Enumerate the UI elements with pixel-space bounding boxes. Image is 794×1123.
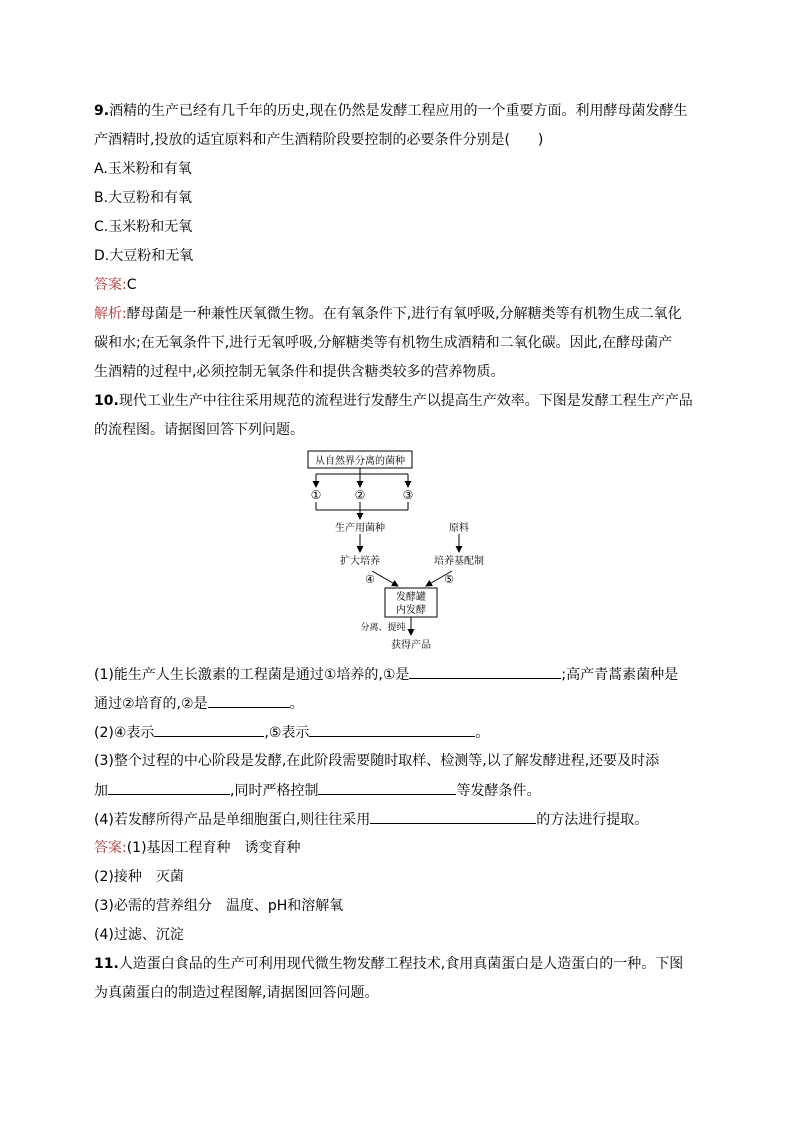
q10-sub1-text-b: ;高产青蒿素菌种是 <box>561 667 679 683</box>
q9-explain-label: 解析: <box>94 306 127 322</box>
q9-explain-text-1: 酵母菌是一种兼性厌氧微生物。在有氧条件下,进行有氧呼吸,分解糖类等有机物生成二氧化 <box>126 306 682 322</box>
q11-stem-line-2: 为真菌蛋白的制造过程图解,请据图回答问题。 <box>94 985 379 1001</box>
q10-sub1-text-d: 。 <box>289 696 304 712</box>
q10-sub4-text-b: 的方法进行提取。 <box>536 812 649 828</box>
q9-option-b: B.大豆粉和有氧 <box>94 190 193 206</box>
q9-number: 9. <box>94 103 110 119</box>
q10-sub3-line-1: (3)整个过程的中心阶段是发酵,在此阶段需要随时取样、检测等,以了解发酵进程,还要及时添 <box>94 753 660 769</box>
q10-blank-7[interactable] <box>370 809 536 824</box>
q10-blank-4[interactable] <box>309 722 475 737</box>
q11-stem-text: 人造蛋白食品的生产可利用现代微生物发酵工程技术,食用真菌蛋白是人造蛋白的一种。下图 <box>118 956 684 972</box>
q10-answer-label: 答案: <box>94 840 127 856</box>
q9-option-a: A.玉米粉和有氧 <box>94 161 192 177</box>
q10-sub3-line-2 <box>94 780 540 801</box>
q10-sub4-text-a: (4)若发酵所得产品是单细胞蛋白,则往往采用 <box>94 812 371 828</box>
q10-sub2-text-c: 。 <box>475 725 490 741</box>
q9-explain-line-2: 碳和水;在无氧条件下,进行无氧呼吸,分解糖类等有机物生成酒精和二氧化碳。因此,在酵母菌产 <box>94 335 673 351</box>
production-strain-label: 生产用菌种 <box>335 523 385 534</box>
top-strain-label: 从自然界分离的菌种 <box>315 456 405 467</box>
q9-stem-line-2: 产酒精时,投放的适宜原料和产生酒精阶段要控制的必要条件分别是( ) <box>94 132 544 148</box>
q10-blank-6[interactable] <box>318 780 456 795</box>
q10-blank-5[interactable] <box>108 780 230 795</box>
q10-sub3-text-d: 等发酵条件。 <box>456 783 541 799</box>
q10-sub4-line <box>94 809 648 830</box>
raw-material-label: 原料 <box>449 523 469 534</box>
expand-culture-label: 扩大培养 <box>340 556 380 567</box>
q9-explain-line-3: 生酒精的过程中,必须控制无氧条件和提供含糖类较多的营养物质。 <box>94 364 505 380</box>
q9-answer-label: 答案: <box>94 277 127 293</box>
product-label: 获得产品 <box>391 640 431 651</box>
q11-stem-line-1 <box>94 954 683 974</box>
q9-option-d: D.大豆粉和无氧 <box>94 248 194 264</box>
q10-sub2-text-b: ,⑤表示 <box>264 725 310 741</box>
q10-blank-3[interactable] <box>154 722 264 737</box>
tank-label-2: 内发酵 <box>396 605 426 616</box>
q10-sub2-text-a: (2)④表示 <box>94 725 155 741</box>
circle-3-label: ③ <box>402 488 414 502</box>
q10-sub1-text-a: (1)能生产人生长激素的工程菌是通过①培养的,①是 <box>94 667 410 683</box>
q9-answer-value: C <box>126 277 137 293</box>
circle-2-label: ② <box>354 488 366 502</box>
q10-sub1-line-2 <box>94 693 304 714</box>
q10-blank-1[interactable] <box>409 664 561 679</box>
q10-answer-4: (4)过滤、沉淀 <box>94 927 184 943</box>
q10-answer-3: (3)必需的营养组分 温度、pH和溶解氧 <box>94 898 344 914</box>
tank-label-1: 发酵罐 <box>396 592 426 603</box>
q10-sub3-text-c: ,同时严格控制 <box>230 783 319 799</box>
medium-prep-label: 培养基配制 <box>434 556 484 567</box>
circle-1-label: ① <box>310 488 322 502</box>
q10-number: 10. <box>94 393 119 409</box>
circle-4-label: ④ <box>365 573 375 586</box>
q10-sub2-line <box>94 722 489 743</box>
q9-stem-text: 酒精的生产已经有几千年的历史,现在仍然是发酵工程应用的一个重要方面。利用酵母菌发酵生 <box>109 103 688 119</box>
q10-answer-line-1 <box>94 838 301 858</box>
q11-number: 11. <box>94 956 119 972</box>
q10-sub3-text-b: 加 <box>94 783 108 799</box>
circle-5-label: ⑤ <box>444 573 454 586</box>
q10-sub1-line-1 <box>94 664 678 685</box>
q10-stem-text: 现代工业生产中往往采用规范的流程进行发酵生产以提高生产效率。下图是发酵工程生产产品 <box>118 393 693 409</box>
q10-sub1-text-c: 通过②培育的,②是 <box>94 696 208 712</box>
q10-answer-1: (1)基因工程育种 诱变育种 <box>126 840 301 856</box>
q10-stem-line-2: 的流程图。请据图回答下列问题。 <box>94 422 304 438</box>
q9-option-c: C.玉米粉和无氧 <box>94 219 193 235</box>
q10-blank-2[interactable] <box>208 693 290 708</box>
q10-answer-2: (2)接种 灭菌 <box>94 869 184 885</box>
separate-label: 分离、提纯 <box>360 623 406 633</box>
